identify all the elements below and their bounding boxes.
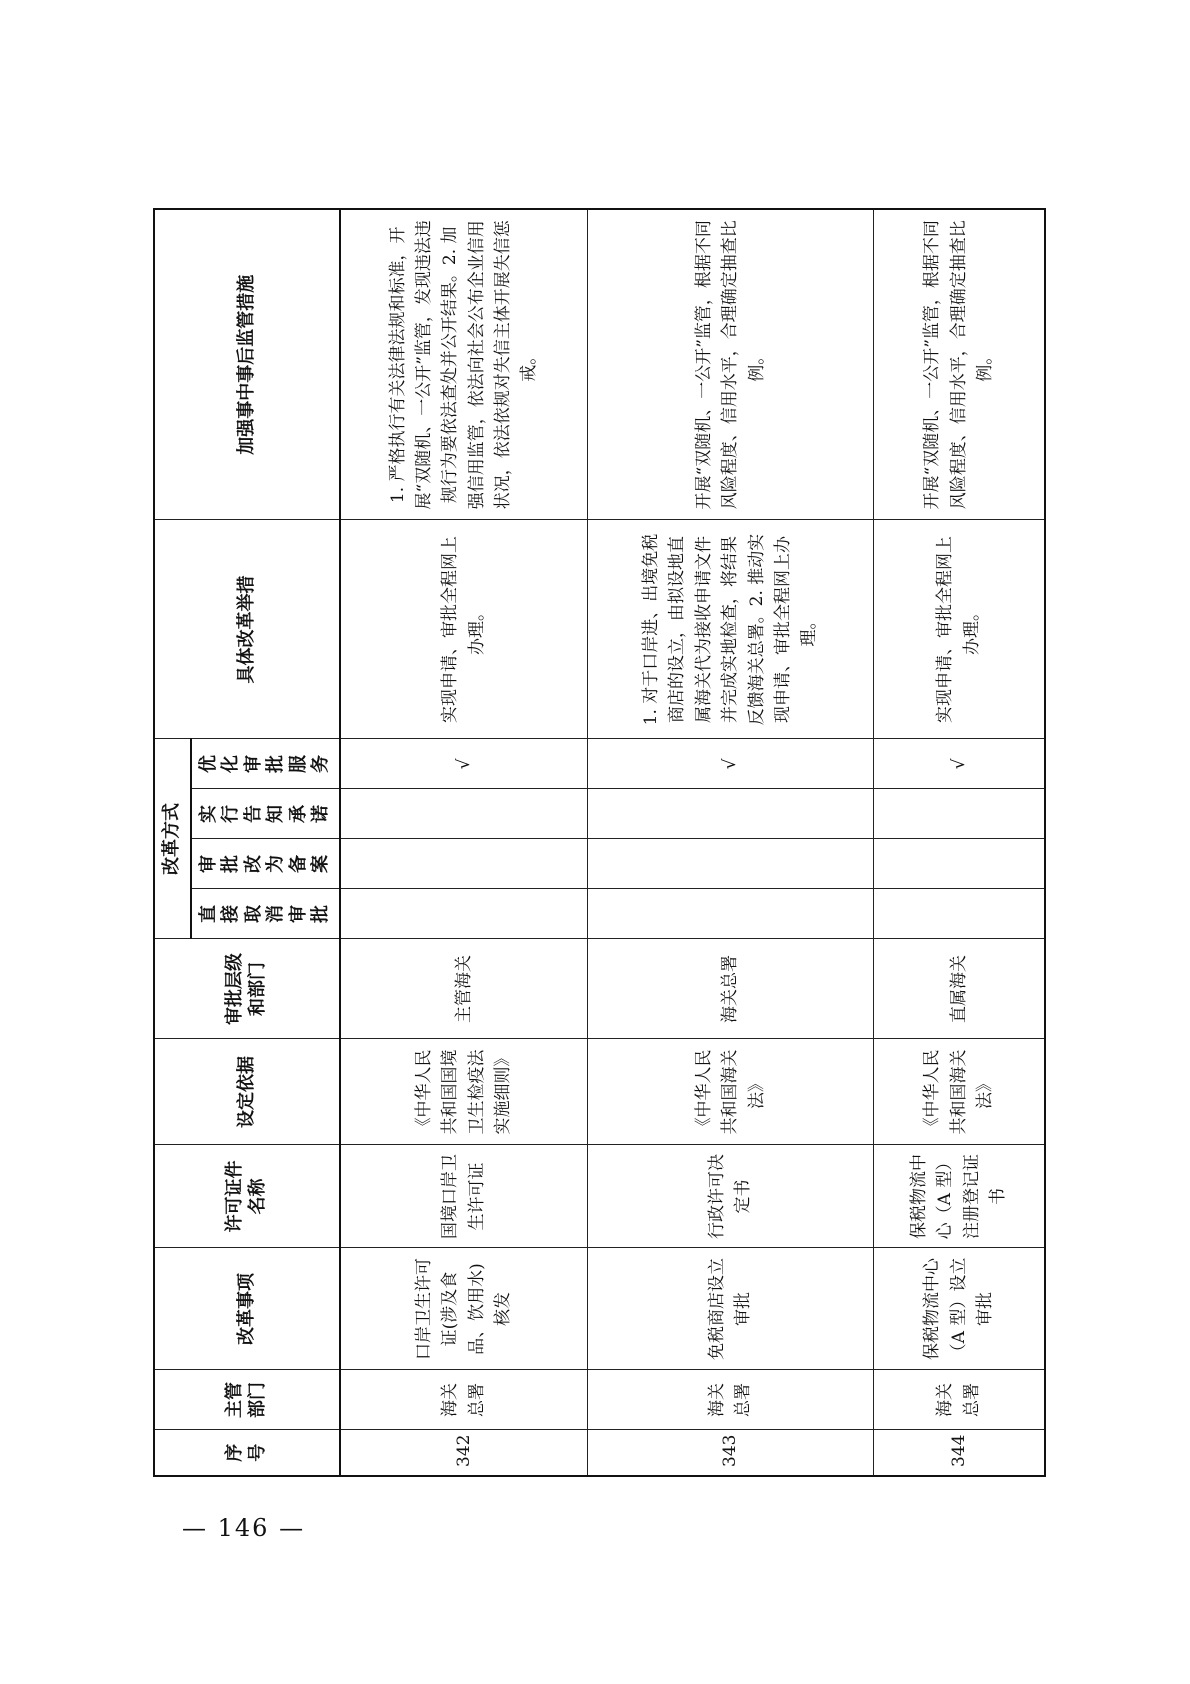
cell-level: 主管海关 — [340, 939, 588, 1039]
cell-item: 口岸卫生许可证(涉及食品、饮用水)核发 — [340, 1248, 588, 1370]
cell-cancel — [340, 889, 588, 939]
cell-basis: 《中华人民共和国海关法》 — [588, 1039, 873, 1145]
cell-measures: 实现申请、审批全程网上办理。 — [873, 520, 1045, 739]
cell-optimize: √ — [873, 739, 1045, 789]
cell-basis: 《中华人民共和国海关法》 — [873, 1039, 1045, 1145]
header-level: 审批层级和部门 — [154, 939, 340, 1039]
cell-optimize: √ — [588, 739, 873, 789]
header-record: 审批改为备案 — [191, 839, 340, 889]
cell-measures: 1. 对于口岸进、出境免税商店的设立，由拟设地直属海关代为接收申请文件并完成实地检查，将结果反馈海关总署。2. 推动实现申请、审批全程网上办理。 — [588, 520, 873, 739]
table-row — [340, 209, 588, 1476]
cell-dept: 海关总署 — [340, 1370, 588, 1430]
cell-record — [340, 839, 588, 889]
cell-cancel — [588, 889, 873, 939]
cell-cancel — [873, 889, 1045, 939]
cell-dept: 海关总署 — [588, 1370, 873, 1430]
cell-seq: 342 — [340, 1430, 588, 1476]
header-license: 许可证件名称 — [154, 1145, 340, 1248]
cell-supervision: 1. 严格执行有关法律法规和标准，开展“双随机、一公开”监管，发现违法违规行为要依法查处并公开结果。2. 加强信用监管，依法向社会公布企业信用状况，依法依规对失信主体开展失信惩戒。 — [340, 209, 588, 520]
cell-promise — [588, 789, 873, 839]
cell-supervision: 开展“双随机、一公开”监管，根据不同风险程度、信用水平，合理确定抽查比例。 — [588, 209, 873, 520]
header-reform-mode: 改革方式 — [154, 739, 191, 939]
header-optimize: 优化审批服务 — [191, 739, 340, 789]
cell-record — [588, 839, 873, 889]
header-basis: 设定依据 — [154, 1039, 340, 1145]
cell-dept: 海关总署 — [873, 1370, 1045, 1430]
cell-supervision: 开展“双随机、一公开”监管，根据不同风险程度、信用水平，合理确定抽查比例。 — [873, 209, 1045, 520]
cell-promise — [873, 789, 1045, 839]
header-item: 改革事项 — [154, 1248, 340, 1370]
cell-license: 保税物流中心（A 型）注册登记证书 — [873, 1145, 1045, 1248]
cell-level: 海关总署 — [588, 939, 873, 1039]
cell-record — [873, 839, 1045, 889]
table-row — [588, 209, 873, 1476]
cell-promise — [340, 789, 588, 839]
table-header-row — [154, 209, 191, 1476]
header-seq: 序号 — [154, 1430, 340, 1476]
header-promise: 实行告知承诺 — [191, 789, 340, 839]
cell-seq: 344 — [873, 1430, 1045, 1476]
cell-measures: 实现申请、审批全程网上办理。 — [340, 520, 588, 739]
rotated-table-container — [153, 210, 1046, 1477]
cell-license: 行政许可决定书 — [588, 1145, 873, 1248]
cell-license: 国境口岸卫生许可证 — [340, 1145, 588, 1248]
cell-seq: 343 — [588, 1430, 873, 1476]
header-measures: 具体改革举措 — [154, 520, 340, 739]
reform-items-table — [153, 208, 1046, 1477]
cell-level: 直属海关 — [873, 939, 1045, 1039]
page-number: — 146 — — [182, 1514, 306, 1542]
header-dept: 主管部门 — [154, 1370, 340, 1430]
cell-optimize: √ — [340, 739, 588, 789]
header-supervision: 加强事中事后监管措施 — [154, 209, 340, 520]
cell-item: 免税商店设立审批 — [588, 1248, 873, 1370]
cell-item: 保税物流中心（A 型）设立审批 — [873, 1248, 1045, 1370]
header-cancel: 直接取消审批 — [191, 889, 340, 939]
table-row — [873, 209, 1045, 1476]
cell-basis: 《中华人民共和国国境卫生检疫法实施细则》 — [340, 1039, 588, 1145]
